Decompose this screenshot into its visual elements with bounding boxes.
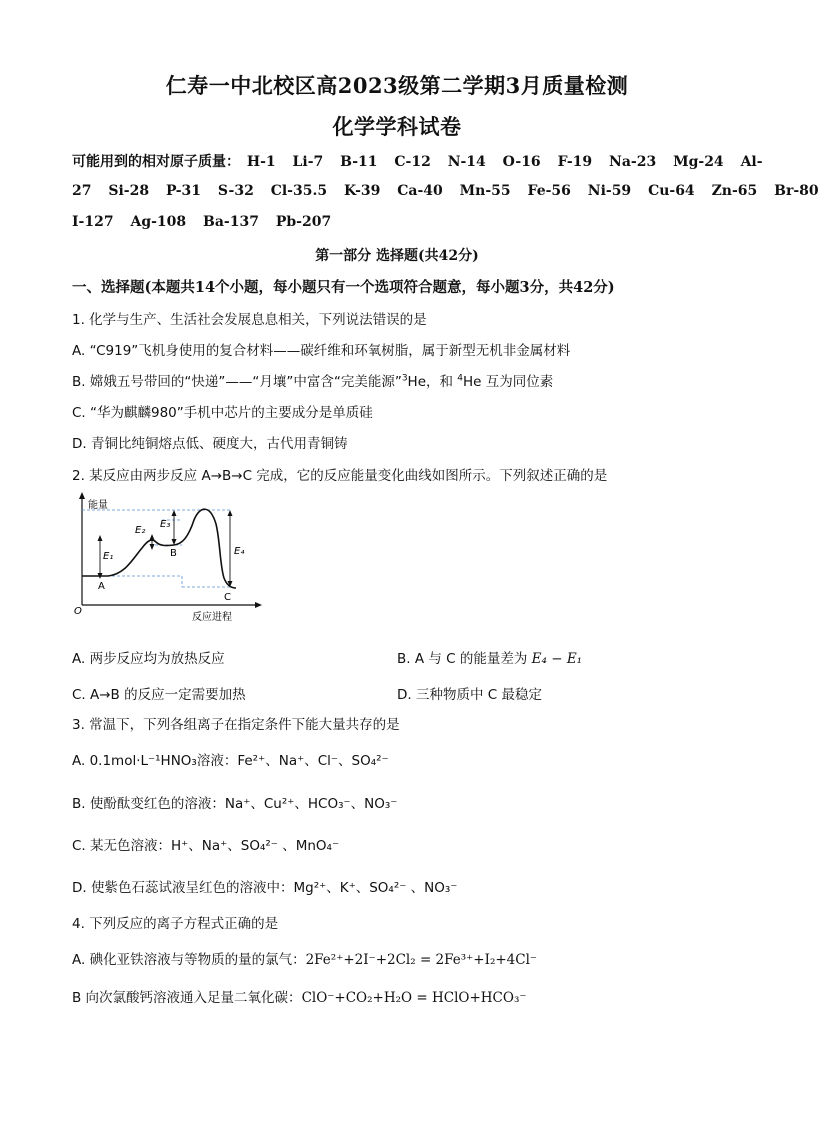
mass-item: Cl-35.5 — [270, 183, 328, 199]
q1-option-b — [72, 370, 553, 390]
q1-b-post: He 互为同位素 — [463, 374, 554, 390]
q2-option-d: D. 三种物质中 C 最稳定 — [397, 687, 542, 703]
q3-stem: 3. 常温下，下列各组离子在指定条件下能大量共存的是 — [72, 717, 400, 733]
e4-label: E₄ — [234, 546, 245, 557]
atomic-masses-line-3 — [72, 214, 722, 230]
mass-item: Ag-108 — [130, 214, 187, 230]
q1-option-c: C. “华为麒麟980”手机中芯片的主要成分是单质硅 — [72, 405, 373, 421]
q4-a-equation: 2Fe²⁺+2I⁻+2Cl₂ = 2Fe³⁺+I₂+4Cl⁻ — [305, 952, 538, 968]
mass-item: Al- — [740, 154, 763, 170]
q3-option-a: A. 0.1mol·L⁻¹HNO₃溶液：Fe²⁺、Na⁺、Cl⁻、SO₄²⁻ — [72, 753, 389, 769]
mass-item: Si-28 — [108, 183, 150, 199]
exam-title: 仁寿一中北校区高2023级第二学期3月质量检测 — [165, 73, 629, 98]
mass-item: Ca-40 — [397, 183, 443, 199]
x-axis-arrow — [255, 602, 262, 608]
q1-option-a: A. “C919”飞机身使用的复合材料——碳纤维和环氧树脂，属于新型无机非金属材料 — [72, 343, 571, 359]
mass-item: S-32 — [217, 183, 254, 199]
q1-b-mid: He，和 — [407, 374, 458, 390]
point-a-label: A — [98, 581, 105, 592]
q3-option-b: B. 使酚酞变红色的溶液：Na⁺、Cu²⁺、HCO₃⁻、NO₃⁻ — [72, 796, 398, 812]
point-b-label: B — [170, 548, 177, 559]
mass-item: H-1 — [246, 154, 276, 170]
q1-option-d: D. 青铜比纯铜熔点低、硬度大，古代用青铜铸 — [72, 436, 348, 452]
q1-b-sup: 3 — [401, 373, 408, 384]
mass-item: Fe-56 — [527, 183, 571, 199]
mass-item: N-14 — [447, 154, 486, 170]
section-heading: 一、选择题(本题共14个小题，每小题只有一个选项符合题意，每小题3分，共42分) — [72, 279, 615, 296]
mass-item: Mn-55 — [459, 183, 511, 199]
mass-item: Mg-24 — [673, 154, 724, 170]
mass-item: O-16 — [502, 154, 541, 170]
q2-b-expr: E₄ − E₁ — [531, 651, 583, 667]
mass-item: P-31 — [165, 183, 202, 199]
y-axis-arrow — [79, 492, 85, 499]
q1-b-sup: 4 — [457, 373, 464, 384]
q4-b-text: B 向次氯酸钙溶液通入足量二氧化碳： — [72, 990, 302, 1006]
e1-label: E₁ — [103, 551, 114, 562]
mass-item: K-39 — [343, 183, 381, 199]
mass-item: Ni-59 — [587, 183, 632, 199]
atomic-masses-line-2 — [72, 183, 819, 199]
exam-subtitle: 化学学科试卷 — [332, 114, 462, 139]
q1-b-text: B. 嫦娥五号带回的“快递”——“月壤”中富含“完美能源” — [72, 374, 402, 390]
atomic-masses-label: 可能用到的相对原子质量： — [72, 154, 240, 170]
q3-option-d: D. 使紫色石蕊试液呈红色的溶液中：Mg²⁺、K⁺、SO₄²⁻ 、NO₃⁻ — [72, 880, 458, 896]
q4-option-b — [72, 986, 527, 1006]
mass-item: Br-80 — [774, 183, 819, 199]
mass-item: Zn-65 — [711, 183, 758, 199]
mass-item: Pb-207 — [275, 214, 332, 230]
q2-option-a: A. 两步反应均为放热反应 — [72, 651, 225, 667]
mass-item: Na-23 — [609, 154, 657, 170]
q4-a-text: A. 碘化亚铁溶液与等物质的量的氯气： — [72, 952, 306, 968]
q2-b-text: B. A 与 C 的能量差为 — [397, 651, 532, 667]
e2-label: E₂ — [135, 525, 146, 536]
mass-item: I-127 — [72, 214, 114, 230]
mass-item: 27 — [72, 183, 92, 199]
point-c-label: C — [224, 592, 231, 603]
mass-item: Li-7 — [292, 154, 324, 170]
q2-stem: 2. 某反应由两步反应 A→B→C 完成，它的反应能量变化曲线如图所示。下列叙述正确的是 — [72, 468, 608, 484]
x-axis-label: 反应进程 — [192, 612, 232, 623]
q4-option-a — [72, 948, 537, 968]
q3-option-c: C. 某无色溶液：H⁺、Na⁺、SO₄²⁻ 、MnO₄⁻ — [72, 838, 340, 854]
mass-item: C-12 — [394, 154, 431, 170]
energy-diagram — [70, 490, 270, 625]
q1-stem: 1. 化学与生产、生活社会发展息息相关，下列说法错误的是 — [72, 312, 427, 328]
part-heading: 第一部分 选择题(共42分) — [315, 248, 479, 264]
atomic-masses-line-1 — [72, 151, 763, 171]
y-axis-label: 能量 — [88, 500, 108, 511]
q4-b-equation: ClO⁻+CO₂+H₂O = HClO+HCO₃⁻ — [301, 990, 527, 1006]
e3-label: E₃ — [160, 519, 171, 530]
origin-label: O — [74, 606, 82, 617]
mass-item: F-19 — [557, 154, 593, 170]
q2-option-b — [397, 647, 582, 667]
q2-option-c: C. A→B 的反应一定需要加热 — [72, 687, 246, 703]
q4-stem: 4. 下列反应的离子方程式正确的是 — [72, 916, 279, 932]
mass-item: Ba-137 — [203, 214, 259, 230]
mass-item: B-11 — [340, 154, 378, 170]
mass-item: Cu-64 — [648, 183, 695, 199]
